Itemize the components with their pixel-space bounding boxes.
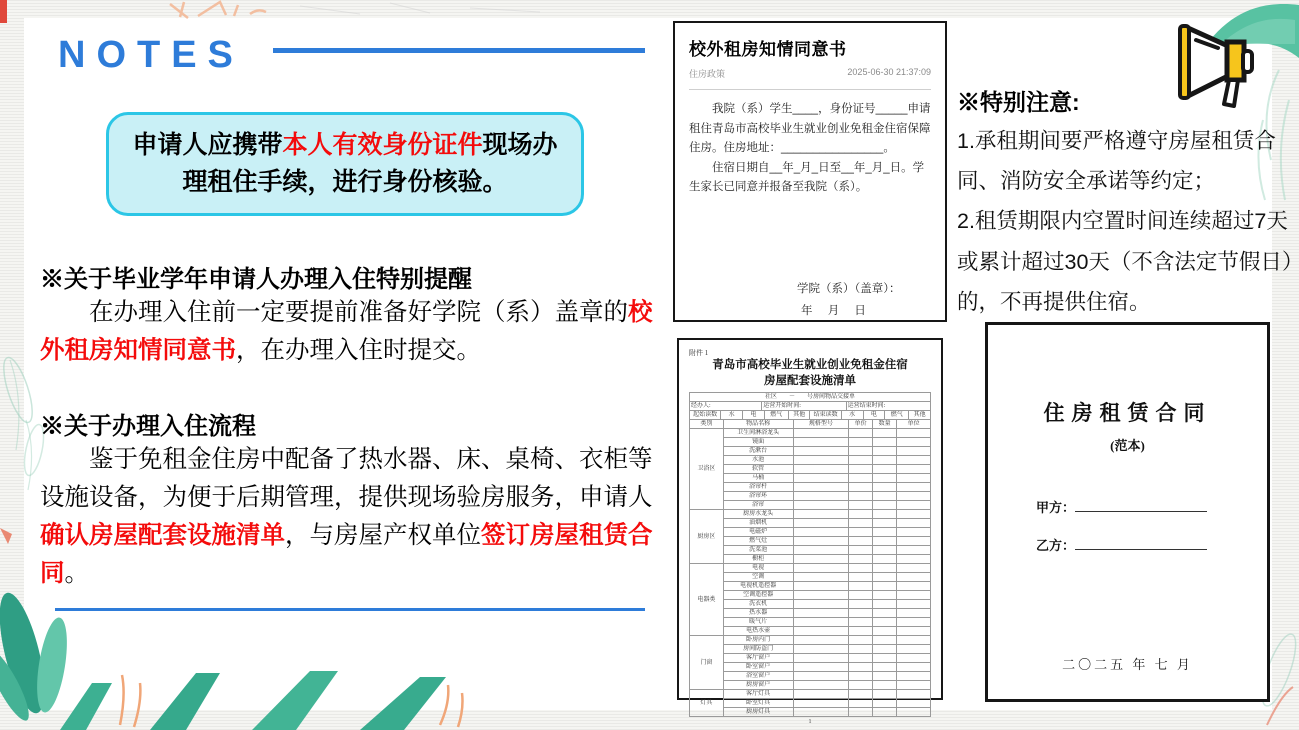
inventory-item-row: 镜面 (690, 438, 931, 447)
megaphone-icon (1174, 18, 1256, 114)
inventory-item-row: 电磁炉 (690, 528, 931, 537)
consent-doc-seal-line: 学院（系）（盖章）： (797, 283, 901, 295)
contract-party-b: 乙方： (1036, 535, 1207, 554)
inventory-item-row: 浴帘杆 (690, 483, 931, 492)
contract-subtitle: (范本) (1110, 438, 1145, 453)
inventory-item-row: 电器类 电视 (690, 564, 931, 573)
section1-heading: ※关于毕业学年申请人办理入住特别提醒 (40, 266, 472, 293)
section1-body: 在办理入住前一定要提前准备好学院（系）盖章的校外租房知情同意书，在办理入住时提交。 (40, 299, 653, 364)
inventory-item-row: 卧室灯具 (690, 699, 931, 708)
inventory-item-row: 浴帘环 (690, 492, 931, 501)
inventory-item-row: 灯具 客厅灯具 (690, 690, 931, 699)
inventory-item-row: 客厅窗户 (690, 654, 931, 663)
inventory-item-row: 卧室窗户 (690, 663, 931, 672)
consent-doc-paragraph2: 住宿日期自__年_月_日至__年_月_日。学生家长已同意并报备至我院（系）。 (689, 161, 925, 194)
inventory-item-row: 电视机遥控器 (690, 582, 931, 591)
inventory-item-row: 暖气片 (690, 618, 931, 627)
section-divider-rule (55, 608, 645, 611)
consent-doc (673, 21, 947, 322)
inventory-doc (677, 338, 943, 726)
inventory-item-row: 房间防盗门 (690, 645, 931, 654)
section2-body: 鉴于免租金住房中配备了热水器、床、桌椅、衣柜等设施设备，为便于后期管理，提供现场验房服务，申请人确认房屋配套设施清单，与房屋产权单位签订房屋租赁合同。 (40, 446, 653, 587)
inventory-meter-table: 起始读数 水 电 燃气 其他 结束读数 水 电 燃气 其他 (689, 410, 931, 420)
inventory-item-row: 空调 (690, 573, 931, 582)
inventory-item-row: 马桶 (690, 474, 931, 483)
consent-doc-category: 住房政策 (689, 69, 726, 79)
inventory-title-line2: 房屋配套设施清单 (764, 374, 856, 387)
inventory-items-table: 类别 物品名称 规格型号 单价 数量 单位 卫浴区 卫生间淋浴龙头 镜面 洗漱台 水池 软管 马桶 浴帘杆 浴帘环 浴帘 厨房区 厨房水龙头 油烟机 电磁炉 燃气灶 洗菜池 橱柜 电器类 电视 空调 电视机遥控器 空调遥控器 洗衣机 热水器 暖气片 电热水壶 门窗 卧房内门 房间防盗门 客厅窗户 卧室窗户 浴室窗户 厨房窗户 灯具 客厅灯具 卧室灯具 厨房灯具 (689, 419, 931, 717)
consent-doc-title: 校外租房知情同意书 (689, 40, 847, 59)
inventory-item-row: 洗衣机 (690, 600, 931, 609)
contract-date: 二〇二五 年 七 月 (1062, 657, 1193, 672)
notice-item-1: 1.承租期间要严格遵守房屋租赁合同、消防安全承诺等约定； (957, 129, 1276, 194)
inventory-item-row: 燃气灶 (690, 537, 931, 546)
inventory-attachment-label: 附件 1 (689, 349, 709, 357)
party-b-blank-line (1075, 538, 1207, 550)
party-a-blank-line (1075, 500, 1207, 512)
notice-item-2: 2.租赁期限内空置时间连续超过7天或累计超过30天（不含法定节假日）的，不再提供住宿。 (957, 209, 1293, 314)
notice-heading: ※特别注意: (957, 89, 1080, 115)
inventory-item-row: 电热水壶 (690, 627, 931, 636)
inventory-item-row: 油烟机 (690, 519, 931, 528)
inventory-item-row: 厨房窗户 (690, 681, 931, 690)
inventory-item-row: 厨房灯具 (690, 708, 931, 717)
top-left-red-accent (0, 0, 12, 26)
inventory-page-number: 1 (808, 719, 812, 726)
title-underline (273, 48, 645, 53)
consent-doc-signature (797, 279, 901, 323)
inventory-item-row: 厨房区 厨房水龙头 (690, 510, 931, 519)
inventory-item-row: 热水器 (690, 609, 931, 618)
highlight-callout-box (106, 112, 584, 216)
consent-doc-paragraph1: 我院（系）学生____，身份证号_____申请租住青岛市高校毕业生就业创业免租金住宿保障住房。住房地址：________________。 (689, 103, 931, 155)
inventory-item-row: 洗漱台 (690, 447, 931, 456)
consent-doc-timestamp: 2025-06-30 21:37:09 (847, 67, 931, 77)
inventory-item-row: 橱柜 (690, 555, 931, 564)
inventory-item-row: 水池 (690, 456, 931, 465)
inventory-item-row: 浴帘 (690, 501, 931, 510)
inventory-item-row: 软管 (690, 465, 931, 474)
page-title: NOTES (58, 34, 244, 76)
inventory-item-row: 门窗 卧房内门 (690, 636, 931, 645)
inventory-info-table: 经办人: 运营开始时间: 运营结束时间: (689, 401, 931, 411)
section2-heading: ※关于办理入住流程 (40, 413, 256, 440)
inventory-item-row: 浴室窗户 (690, 672, 931, 681)
inventory-subheader-table: 社区 － 号房间物品交接单 (689, 392, 931, 402)
contract-title: 住房租赁合同 (1043, 401, 1212, 425)
inventory-item-row: 卫浴区 卫生间淋浴龙头 (690, 429, 931, 438)
notice-body (957, 121, 1293, 322)
inventory-item-row: 洗菜池 (690, 546, 931, 555)
contract-party-a: 甲方： (1036, 497, 1207, 516)
inventory-title-line1: 青岛市高校毕业生就业创业免租金住宿 (712, 359, 908, 371)
contract-doc (985, 322, 1270, 702)
inventory-item-row: 空调遥控器 (690, 591, 931, 600)
consent-doc-date-line: 年 月 日 (801, 304, 872, 317)
consent-doc-divider (689, 89, 931, 90)
highlight-callout-text: 申请人应携带本人有效身份证件现场办理租住手续，进行身份核验。 (132, 130, 558, 196)
